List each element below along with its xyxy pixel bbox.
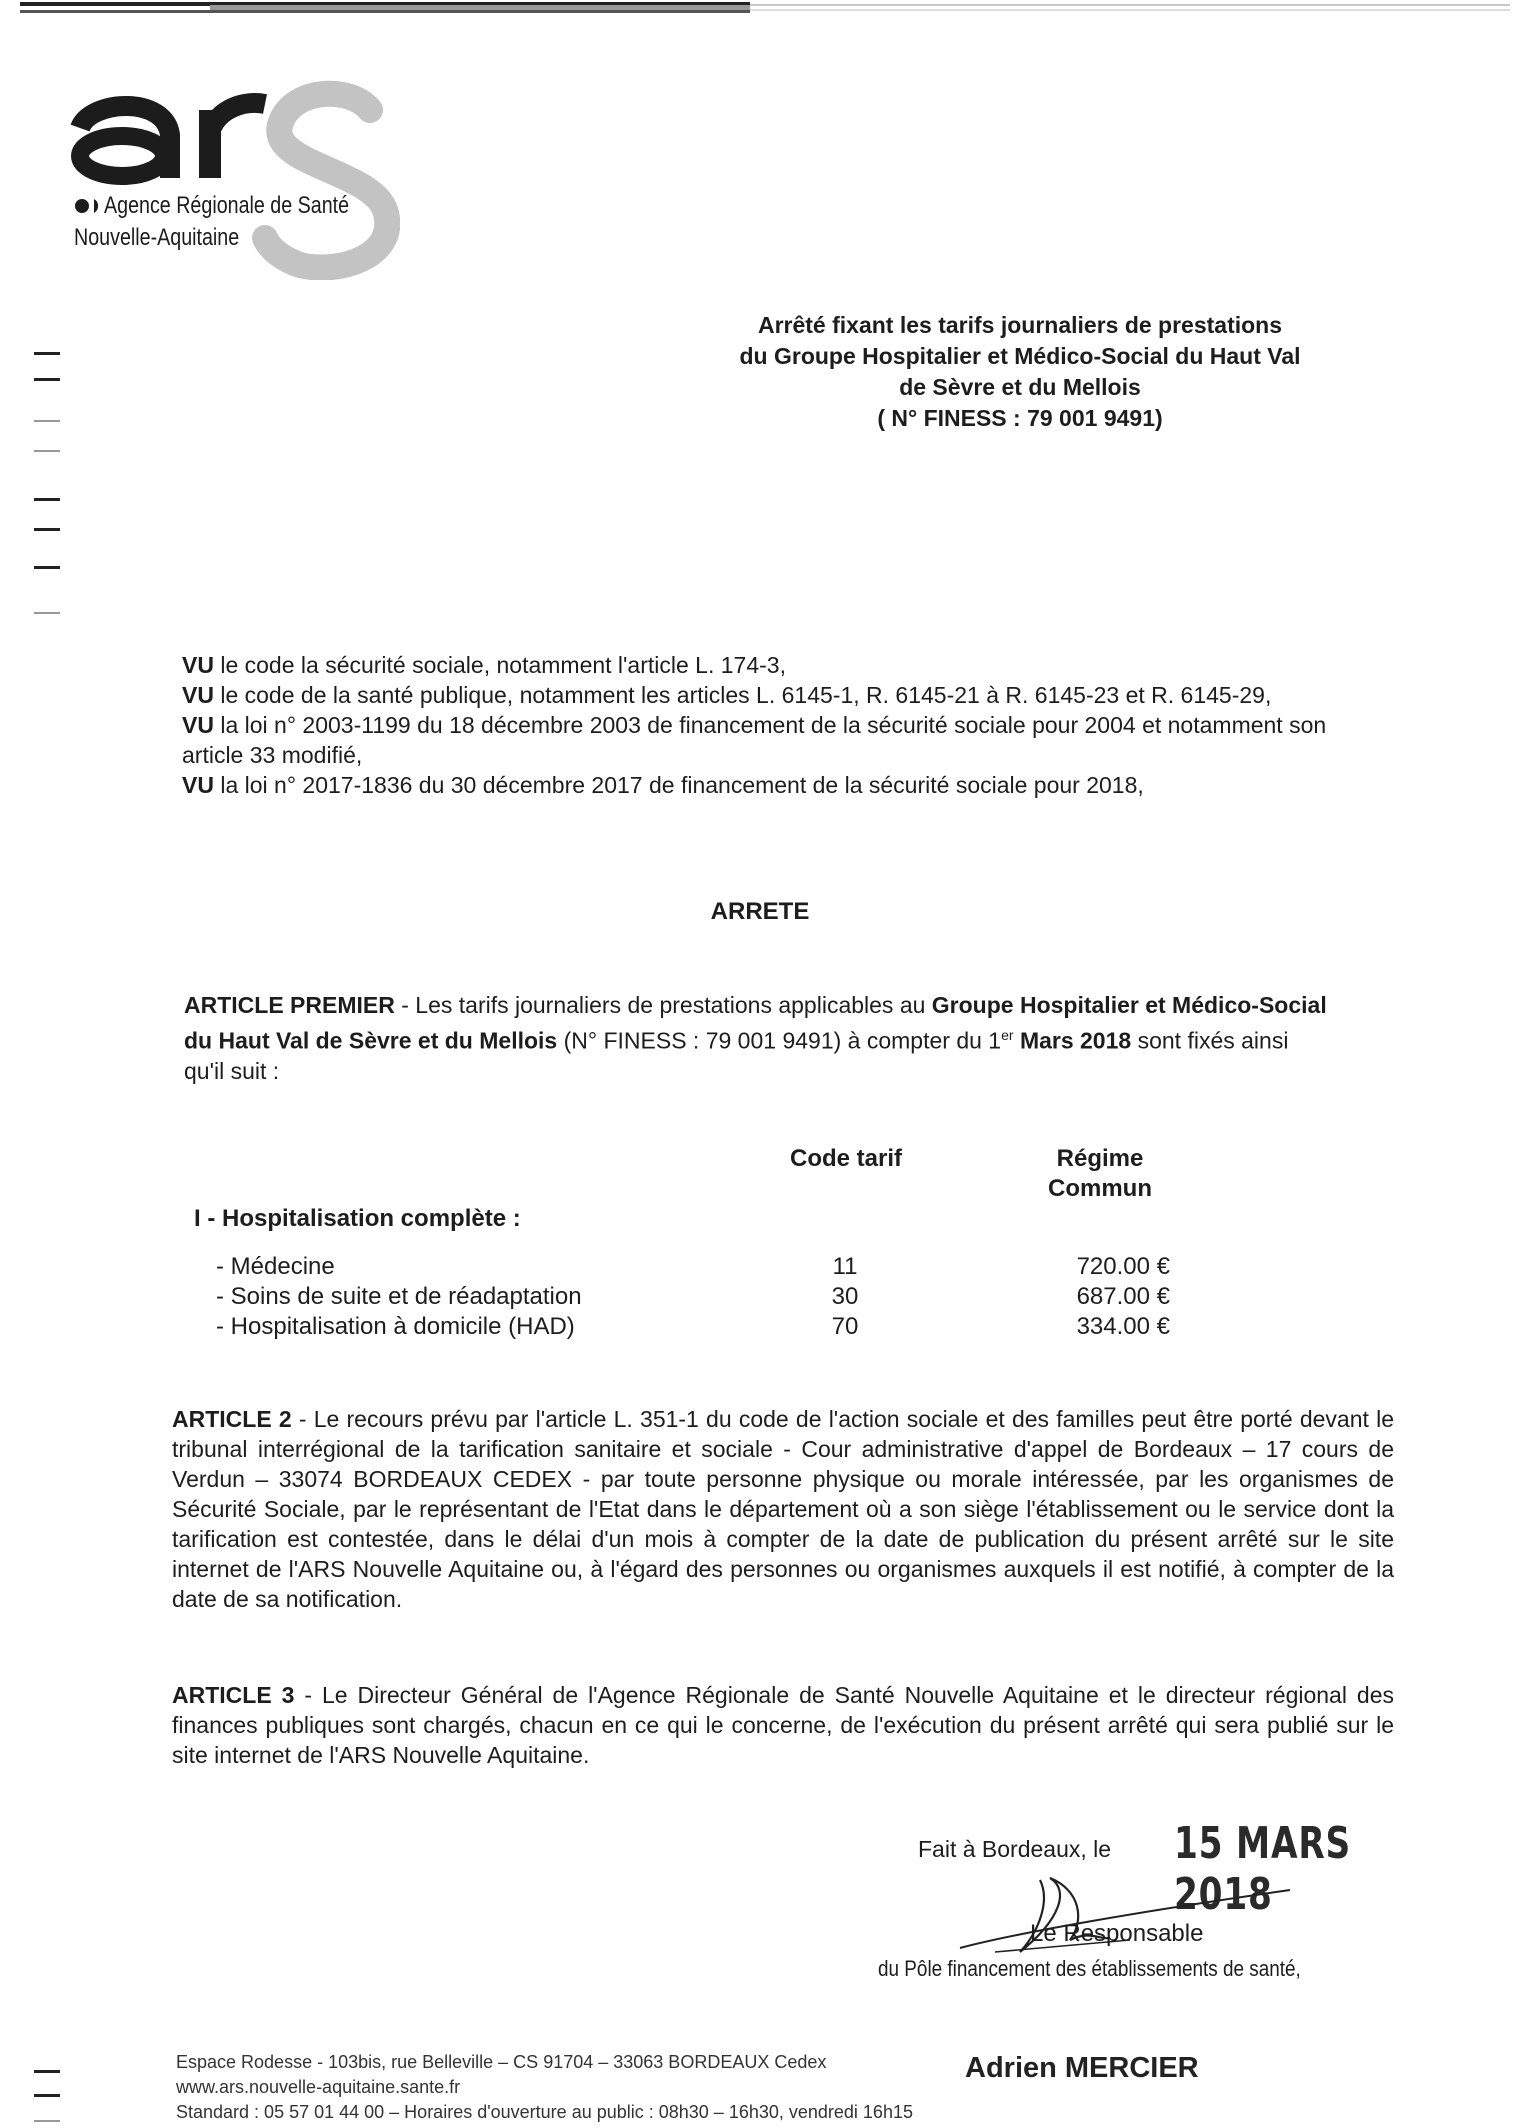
scan-artifact-bar xyxy=(20,10,750,13)
document-title xyxy=(640,310,1400,434)
visa-item xyxy=(182,680,1372,710)
table-row-label: - Médecine xyxy=(216,1253,335,1280)
table-row-code: 30 xyxy=(831,1283,859,1310)
margin-tick xyxy=(34,2120,60,2122)
article-text: (N° FINESS : 79 001 9491) à compter du 1 xyxy=(557,1027,1002,1054)
article-text: - Les tarifs journaliers de prestations applicables au xyxy=(394,992,932,1018)
table-row-amount: 334.00 € xyxy=(1076,1313,1170,1340)
scan-artifact-bar xyxy=(750,9,1510,11)
footer-address: Espace Rodesse - 103bis, rue Belleville – CS 91704 – 33063 BORDEAUX Cedex xyxy=(176,2052,827,2072)
visa-text: le code la sécurité sociale, notamment l'article L. 174-3, xyxy=(213,652,786,678)
table-row-label: - Hospitalisation à domicile (HAD) xyxy=(216,1313,575,1340)
table-row-code: 11 xyxy=(832,1253,858,1280)
visa-item xyxy=(182,770,1372,800)
effective-date: Mars 2018 xyxy=(1019,1027,1132,1054)
col-header-regime: Commun xyxy=(1048,1175,1152,1202)
table-section-title: I - Hospitalisation complète : xyxy=(194,1205,521,1232)
article-3 xyxy=(172,1680,1394,1770)
handwritten-signature xyxy=(900,1860,1300,1970)
signatory-department: du Pôle financement des établissements de santé, xyxy=(878,1956,1301,1981)
footer-phone-hours: Standard : 05 57 01 44 00 – Horaires d'ouverture au public : 08h30 – 16h30, vendredi 16h15 xyxy=(176,2102,913,2122)
article-text: - Le recours prévu par l'article L. 351-1 du code de l'action sociale et des familles peut être porté devant le tribunal interrégional de la tarification sanitaire et sociale - Cour administrative d'appel de Bordeaux – 17 cours de Verdun – 33074 BORDEAUX CEDEX - par toute personne physique ou morale intéressée, par les organismes de Sécurité Sociale, par le représentant de l'Etat dans le département où a son siège l'établissement ou le service dont la tarification est contestée, dans le délai d'un mois à compter de la date de publication du présent arrêté sur le site internet de l'ARS Nouvelle Aquitaine ou, à l'égard des personnes ou organismes auxquels il est notifié, à compter de la date de sa notification. xyxy=(172,1406,1394,1612)
visas-block xyxy=(182,650,1372,800)
agency-name: Agence Régionale de Santé xyxy=(104,192,350,219)
margin-tick xyxy=(34,378,60,381)
page-footer xyxy=(176,2050,913,2125)
article-2 xyxy=(172,1404,1394,1614)
article-text: sont fixés ainsi qu'il suit : xyxy=(184,1027,1289,1084)
table-row-amount: 720.00 € xyxy=(1076,1253,1170,1280)
article-1 xyxy=(184,990,1334,1086)
title-line: de Sèvre et du Mellois xyxy=(899,374,1141,400)
signature-drawing xyxy=(900,1860,1300,1970)
table-row-code: 70 xyxy=(831,1313,859,1340)
margin-tick xyxy=(34,566,60,569)
arrete-heading: ARRETE xyxy=(710,898,810,925)
table-row-label: - Soins de suite et de réadaptation xyxy=(216,1283,582,1310)
signatory-role: Le Responsable xyxy=(1030,1920,1204,1947)
visa-prefix: VU xyxy=(182,682,214,708)
article-label: ARTICLE 2 xyxy=(172,1406,292,1432)
visa-text: la loi n° 2003-1199 du 18 décembre 2003 de financement de la sécurité sociale pour 2004 et notamment son article 33 modifié, xyxy=(182,712,1327,768)
margin-tick xyxy=(34,528,60,531)
visa-text: la loi n° 2017-1836 du 30 décembre 2017 de financement de la sécurité sociale pour 2018, xyxy=(213,772,1144,798)
title-line: du Groupe Hospitalier et Médico-Social du Haut Val xyxy=(739,343,1301,369)
signatory-name: Adrien MERCIER xyxy=(965,2052,1199,2084)
table-row-amount: 687.00 € xyxy=(1076,1283,1170,1310)
article-label: ARTICLE 3 xyxy=(172,1682,295,1708)
margin-tick xyxy=(34,498,60,501)
visa-prefix: VU xyxy=(182,652,214,678)
visa-item xyxy=(182,710,1372,770)
establishment-name: Groupe Hospitalier et Médico-Social du Haut Val de Sèvre et du Mellois xyxy=(184,992,1327,1054)
article-text: - Le Directeur Général de l'Agence Régionale de Santé Nouvelle Aquitaine et le directeur régional des finances publiques sont chargés, chacun en ce qui le concerne, de l'exécution du présent arrêté qui sera publié sur le site internet de l'ARS Nouvelle Aquitaine. xyxy=(172,1682,1394,1768)
title-line: Arrêté fixant les tarifs journaliers de prestations xyxy=(757,312,1283,338)
margin-tick xyxy=(34,612,60,614)
margin-tick xyxy=(34,2094,60,2097)
col-header-code: Code tarif xyxy=(789,1145,902,1172)
agency-region: Nouvelle-Aquitaine xyxy=(74,224,240,251)
signature-place: Fait à Bordeaux, le xyxy=(918,1836,1112,1862)
visa-prefix: VU xyxy=(182,772,214,798)
date-stamp: 15 MARS 2018 xyxy=(1174,1818,1352,1920)
ordinal-sup: er xyxy=(1001,1027,1014,1043)
margin-tick xyxy=(34,420,60,422)
footer-website: www.ars.nouvelle-aquitaine.sante.fr xyxy=(176,2077,461,2097)
visa-item xyxy=(182,650,1372,680)
title-line: ( N° FINESS : 79 001 9491) xyxy=(877,405,1163,431)
margin-tick xyxy=(34,450,60,452)
col-header-regime: Régime xyxy=(1056,1145,1144,1172)
scan-artifact-bar xyxy=(750,4,1510,6)
ars-logo xyxy=(70,70,400,280)
article-label: ARTICLE PREMIER xyxy=(184,992,395,1018)
margin-tick xyxy=(34,352,60,355)
visa-text: le code de la santé publique, notamment les articles L. 6145-1, R. 6145-21 à R. 6145-23 et R. 6145-29, xyxy=(213,682,1272,708)
margin-tick xyxy=(34,2070,60,2073)
visa-prefix: VU xyxy=(182,712,214,738)
